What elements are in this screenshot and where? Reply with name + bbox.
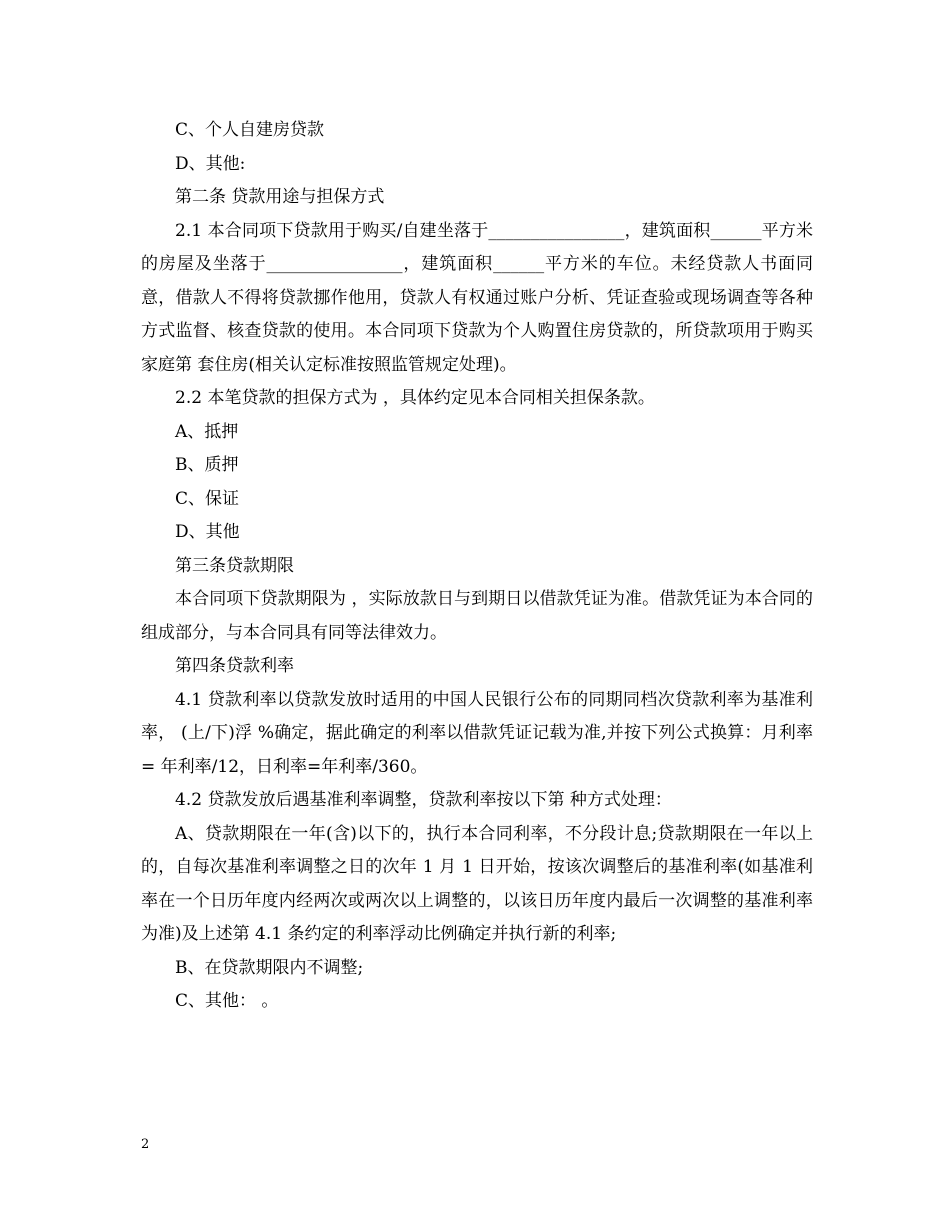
paragraph-loan-term: 本合同项下贷款期限为 ，实际放款日与到期日以借款凭证为准。借款凭证为本合同的组成部分，与本合同具有同等法律效力。 (141, 589, 813, 643)
paragraph-option-d-other: D、其他: (175, 153, 246, 174)
heading-article-2: 第二条 贷款用途与担保方式 (175, 187, 385, 207)
paragraph-clause-2-2: 2.2 本笔贷款的担保方式为 ，具体约定见本合同相关担保条款。 (175, 388, 655, 408)
paragraph-rate-option-a: A、贷款期限在一年(含)以下的，执行本合同利率，不分段计息;贷款期限在一年以上的，自每次基准利率调整之日的次年 1 月 1 日开始，按该次调整后的基准利率(如基准利率在一个日历年度内经两次或两次以上调整的，以该日历年度内最后一次调整的基准利率为准)及上述第 4.1 条约定的利率浮动比例确定并执行新的利率; (141, 823, 813, 944)
heading-article-4: 第四条贷款利率 (175, 656, 294, 676)
paragraph-option-d-other-2: D、其他 (175, 522, 240, 542)
paragraph-clause-4-2: 4.2 贷款发放后遇基准利率调整，贷款利率按以下第 种方式处理： (175, 790, 672, 810)
paragraph-rate-option-c: C、其他： 。 (175, 991, 279, 1011)
paragraph-option-c-self-build: C、个人自建房贷款 (175, 120, 325, 140)
paragraph-option-b-pledge: B、质押 (175, 455, 239, 475)
document-body (141, 114, 813, 1019)
paragraph-clause-4-1: 4.1 贷款利率以贷款发放时适用的中国人民银行公布的同期同档次贷款利率为基准利率， (上/下)浮 %确定，据此确定的利率以借款凭证记载为准,并按下列公式换算：月利率= 年利率/12，日利率=年利率/360。 (141, 689, 813, 777)
paragraph-option-a-mortgage: A、抵押 (175, 421, 239, 442)
heading-article-3: 第三条贷款期限 (175, 555, 294, 576)
paragraph-rate-option-b: B、在贷款期限内不调整; (175, 957, 364, 978)
paragraph-option-c-guarantee: C、保证 (175, 488, 240, 509)
page-number: 2 (141, 1137, 150, 1152)
paragraph-clause-2-1: 2.1 本合同项下贷款用于购买/自建坐落于________________，建筑面积______平方米的房屋及坐落于________________，建筑面积______平方米的车位。未经贷款人书面同意，借款人不得将贷款挪作他用，贷款人有权通过账户分析、凭证查验或现场调查等各种方式监督、核查贷款的使用。本合同项下贷款为个人购置住房贷款的，所贷款项用于购买家庭第 套住房(相关认定标准按照监管规定处理)。 (141, 220, 813, 375)
